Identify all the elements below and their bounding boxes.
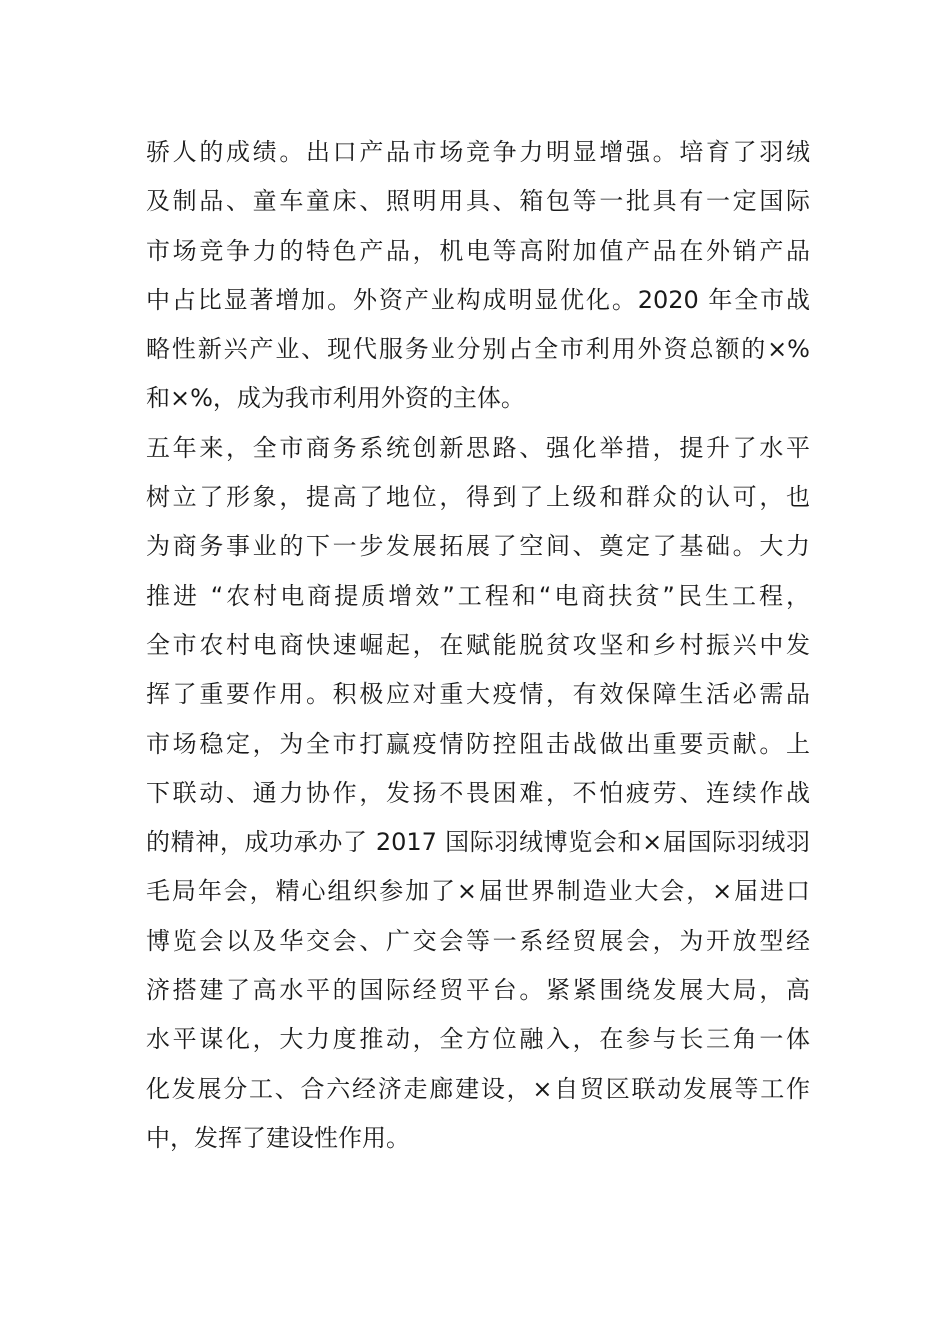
text-line: 市场竞争力的特色产品，机电等高附加值产品在外销产品: [146, 236, 810, 265]
text-line: 全市农村电商快速崛起，在赋能脱贫攻坚和乡村振兴中发: [146, 630, 810, 659]
text-line: 略性新兴产业、现代服务业分别占全市利用外资总额的×%: [146, 335, 810, 364]
text-line: 的精神，成功承办了 2017 国际羽绒博览会和×届国际羽绒羽: [146, 828, 810, 857]
text-line: 及制品、童车童床、照明用具、箱包等一批具有一定国际: [146, 187, 810, 216]
document-body: [146, 128, 810, 1163]
text-line: 为商务事业的下一步发展拓展了空间、奠定了基础。大力: [146, 532, 810, 561]
text-line: 五年来，全市商务系统创新思路、强化举措，提升了水平: [146, 433, 810, 462]
text-line: 博览会以及华交会、广交会等一系经贸展会，为开放型经: [146, 926, 810, 955]
text-line: 化发展分工、合六经济走廊建设，×自贸区联动发展等工作: [146, 1074, 810, 1103]
text-line: 和×%，成为我市利用外资的主体。: [146, 384, 525, 413]
text-line: 中占比显著增加。外资产业构成明显优化。2020 年全市战: [146, 285, 810, 314]
text-line: 骄人的成绩。出口产品市场竞争力明显增强。培育了羽绒: [146, 138, 810, 166]
text-line: 水平谋化，大力度推动，全方位融入，在参与长三角一体: [146, 1025, 810, 1054]
paragraph-1: [146, 128, 810, 424]
text-line: 下联动、通力协作，发扬不畏困难，不怕疲劳、连续作战: [146, 778, 810, 807]
text-line: 市场稳定，为全市打赢疫情防控阻击战做出重要贡献。上: [146, 729, 810, 758]
text-line: 中，发挥了建设性作用。: [146, 1123, 410, 1152]
text-line: 挥了重要作用。积极应对重大疫情，有效保障生活必需品: [146, 680, 810, 709]
paragraph-2: [146, 424, 810, 1163]
text-line: 推进 “农村电商提质增效”工程和“电商扶贫”民生工程，: [146, 581, 810, 610]
text-line: 济搭建了高水平的国际经贸平台。紧紧围绕发展大局，高: [146, 976, 810, 1005]
text-line: 树立了形象，提高了地位，得到了上级和群众的认可，也: [146, 483, 810, 512]
text-line: 毛局年会，精心组织参加了×届世界制造业大会，×届进口: [146, 877, 810, 906]
